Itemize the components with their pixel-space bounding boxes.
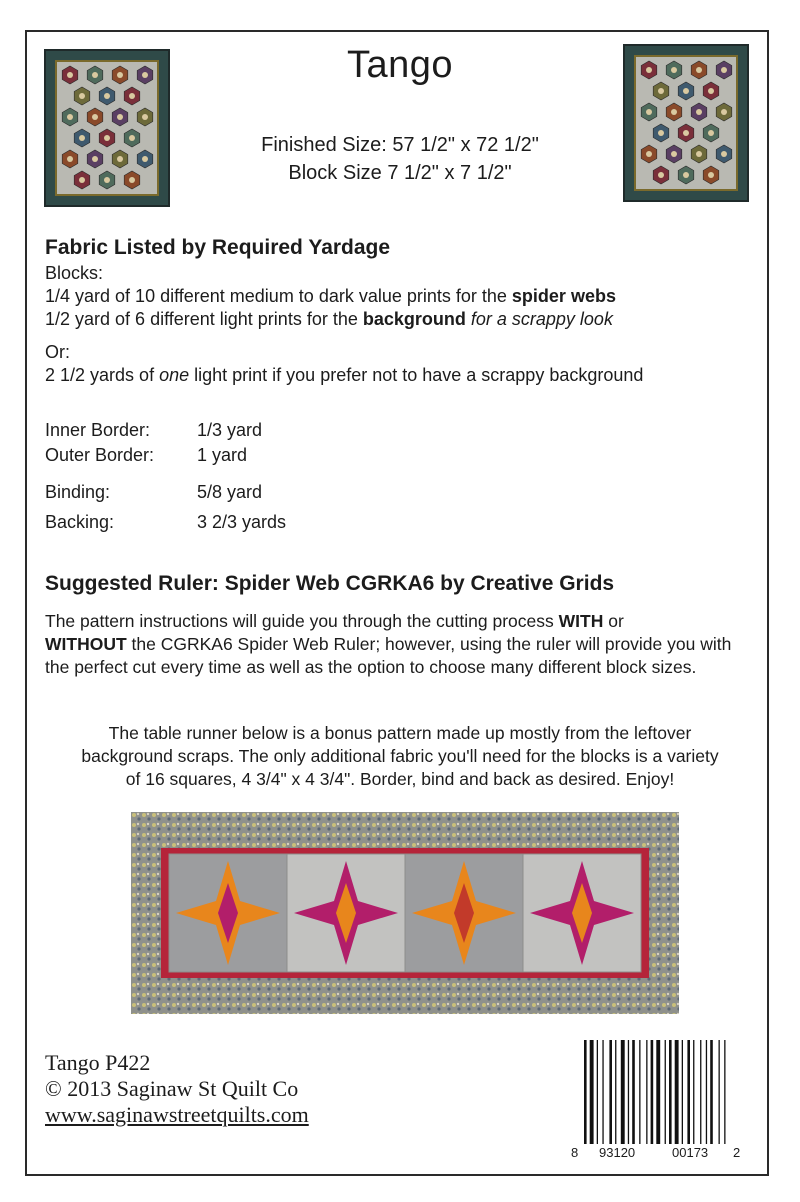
barcode-bar (693, 1040, 694, 1144)
barcode-bar (724, 1040, 725, 1144)
website-link[interactable]: www.saginawstreetquilts.com (45, 1102, 309, 1127)
barcode-bar (602, 1040, 603, 1144)
barcode-bar (710, 1040, 713, 1144)
barcode-bar (621, 1040, 625, 1144)
barcode-digits-right: 00173 (672, 1145, 709, 1160)
spider-web-center (721, 109, 727, 115)
runner-paragraph: The table runner below is a bonus pattern made up mostly from the leftover background scraps. The only additional fabric you'll need for the blocks is a variety of 16 squares, 4 3/4" x 4 3/4". Border, bind and back as desired. Enjoy! (81, 723, 719, 789)
ruler-section (45, 572, 760, 679)
page-title: Tango (346, 44, 454, 86)
copyright: © 2013 Saginaw St Quilt Co (45, 1076, 299, 1101)
barcode-bar (675, 1040, 679, 1144)
fabric-section (45, 236, 765, 387)
fabric-heading: Fabric Listed by Required Yardage (45, 236, 391, 259)
table-runner-image (131, 812, 679, 1014)
spider-web-center (92, 114, 98, 120)
yardage-row-backing: Backing: 3 2/3 yards (45, 512, 287, 532)
yardage-row-binding: Binding: 5/8 yard (45, 482, 263, 502)
barcode-bar (609, 1040, 612, 1144)
fabric-line-2: 1/2 yard of 6 different light prints for the background for a scrappy look (45, 309, 613, 329)
yardage-row-outer-border: Outer Border: 1 yard (45, 445, 248, 465)
spider-web-center (79, 93, 85, 99)
barcode-bar (615, 1040, 616, 1144)
barcode-bar (665, 1040, 666, 1144)
product-code: Tango P422 (45, 1050, 151, 1075)
spider-web-center (671, 109, 677, 115)
size-info (0, 131, 800, 187)
spider-web-center (67, 114, 73, 120)
barcode-digit-lead: 8 (571, 1145, 579, 1160)
barcode-bar (706, 1040, 707, 1144)
spider-web-center (658, 88, 664, 94)
spider-web-center (696, 109, 702, 115)
barcode-bar (651, 1040, 654, 1144)
barcode-digit-check: 2 (733, 1145, 741, 1160)
spider-web-center (104, 93, 110, 99)
barcode-bar (656, 1040, 660, 1144)
blocks-label: Blocks: (45, 263, 104, 283)
fabric-line-1: 1/4 yard of 10 different medium to dark value prints for the spider webs (45, 286, 616, 306)
block-size: Block Size 7 1/2" x 7 1/2" (288, 162, 512, 184)
or-label: Or: (45, 342, 70, 362)
spider-web-center (646, 109, 652, 115)
barcode-bar (590, 1040, 594, 1144)
fabric-line-3: 2 1/2 yards of one light print if you prefer not to have a scrappy background (45, 365, 644, 385)
spider-web-center (117, 114, 123, 120)
barcode-digits-left: 93120 (599, 1145, 636, 1160)
barcode-bar (646, 1040, 647, 1144)
barcode-bar (632, 1040, 635, 1144)
spider-web-center (708, 88, 714, 94)
spider-web-center (142, 114, 148, 120)
spider-web-center (129, 93, 135, 99)
barcode-bar (597, 1040, 598, 1144)
barcode-bar (584, 1040, 587, 1144)
barcode-bar (639, 1040, 640, 1144)
barcode-bar (700, 1040, 701, 1144)
ruler-paragraph: The pattern instructions will guide you through the cutting process WITH or WITHOUT the CGRKA6 Spider Web Ruler; however, using the ruler will provide you with the perfect cut every time as well as the option to choose many different block sizes. (45, 611, 732, 677)
spider-web-center (683, 88, 689, 94)
footer (45, 1050, 309, 1128)
finished-size: Finished Size: 57 1/2" x 72 1/2" (261, 134, 539, 156)
barcode-bar (682, 1040, 683, 1144)
barcode-bar (687, 1040, 690, 1144)
barcode-bar (719, 1040, 720, 1144)
barcode-bar (669, 1040, 672, 1144)
barcode-bar (628, 1040, 629, 1144)
ruler-heading: Suggested Ruler: Spider Web CGRKA6 by Creative Grids (45, 572, 615, 595)
yardage-row-inner-border: Inner Border: 1/3 yard (45, 420, 263, 440)
